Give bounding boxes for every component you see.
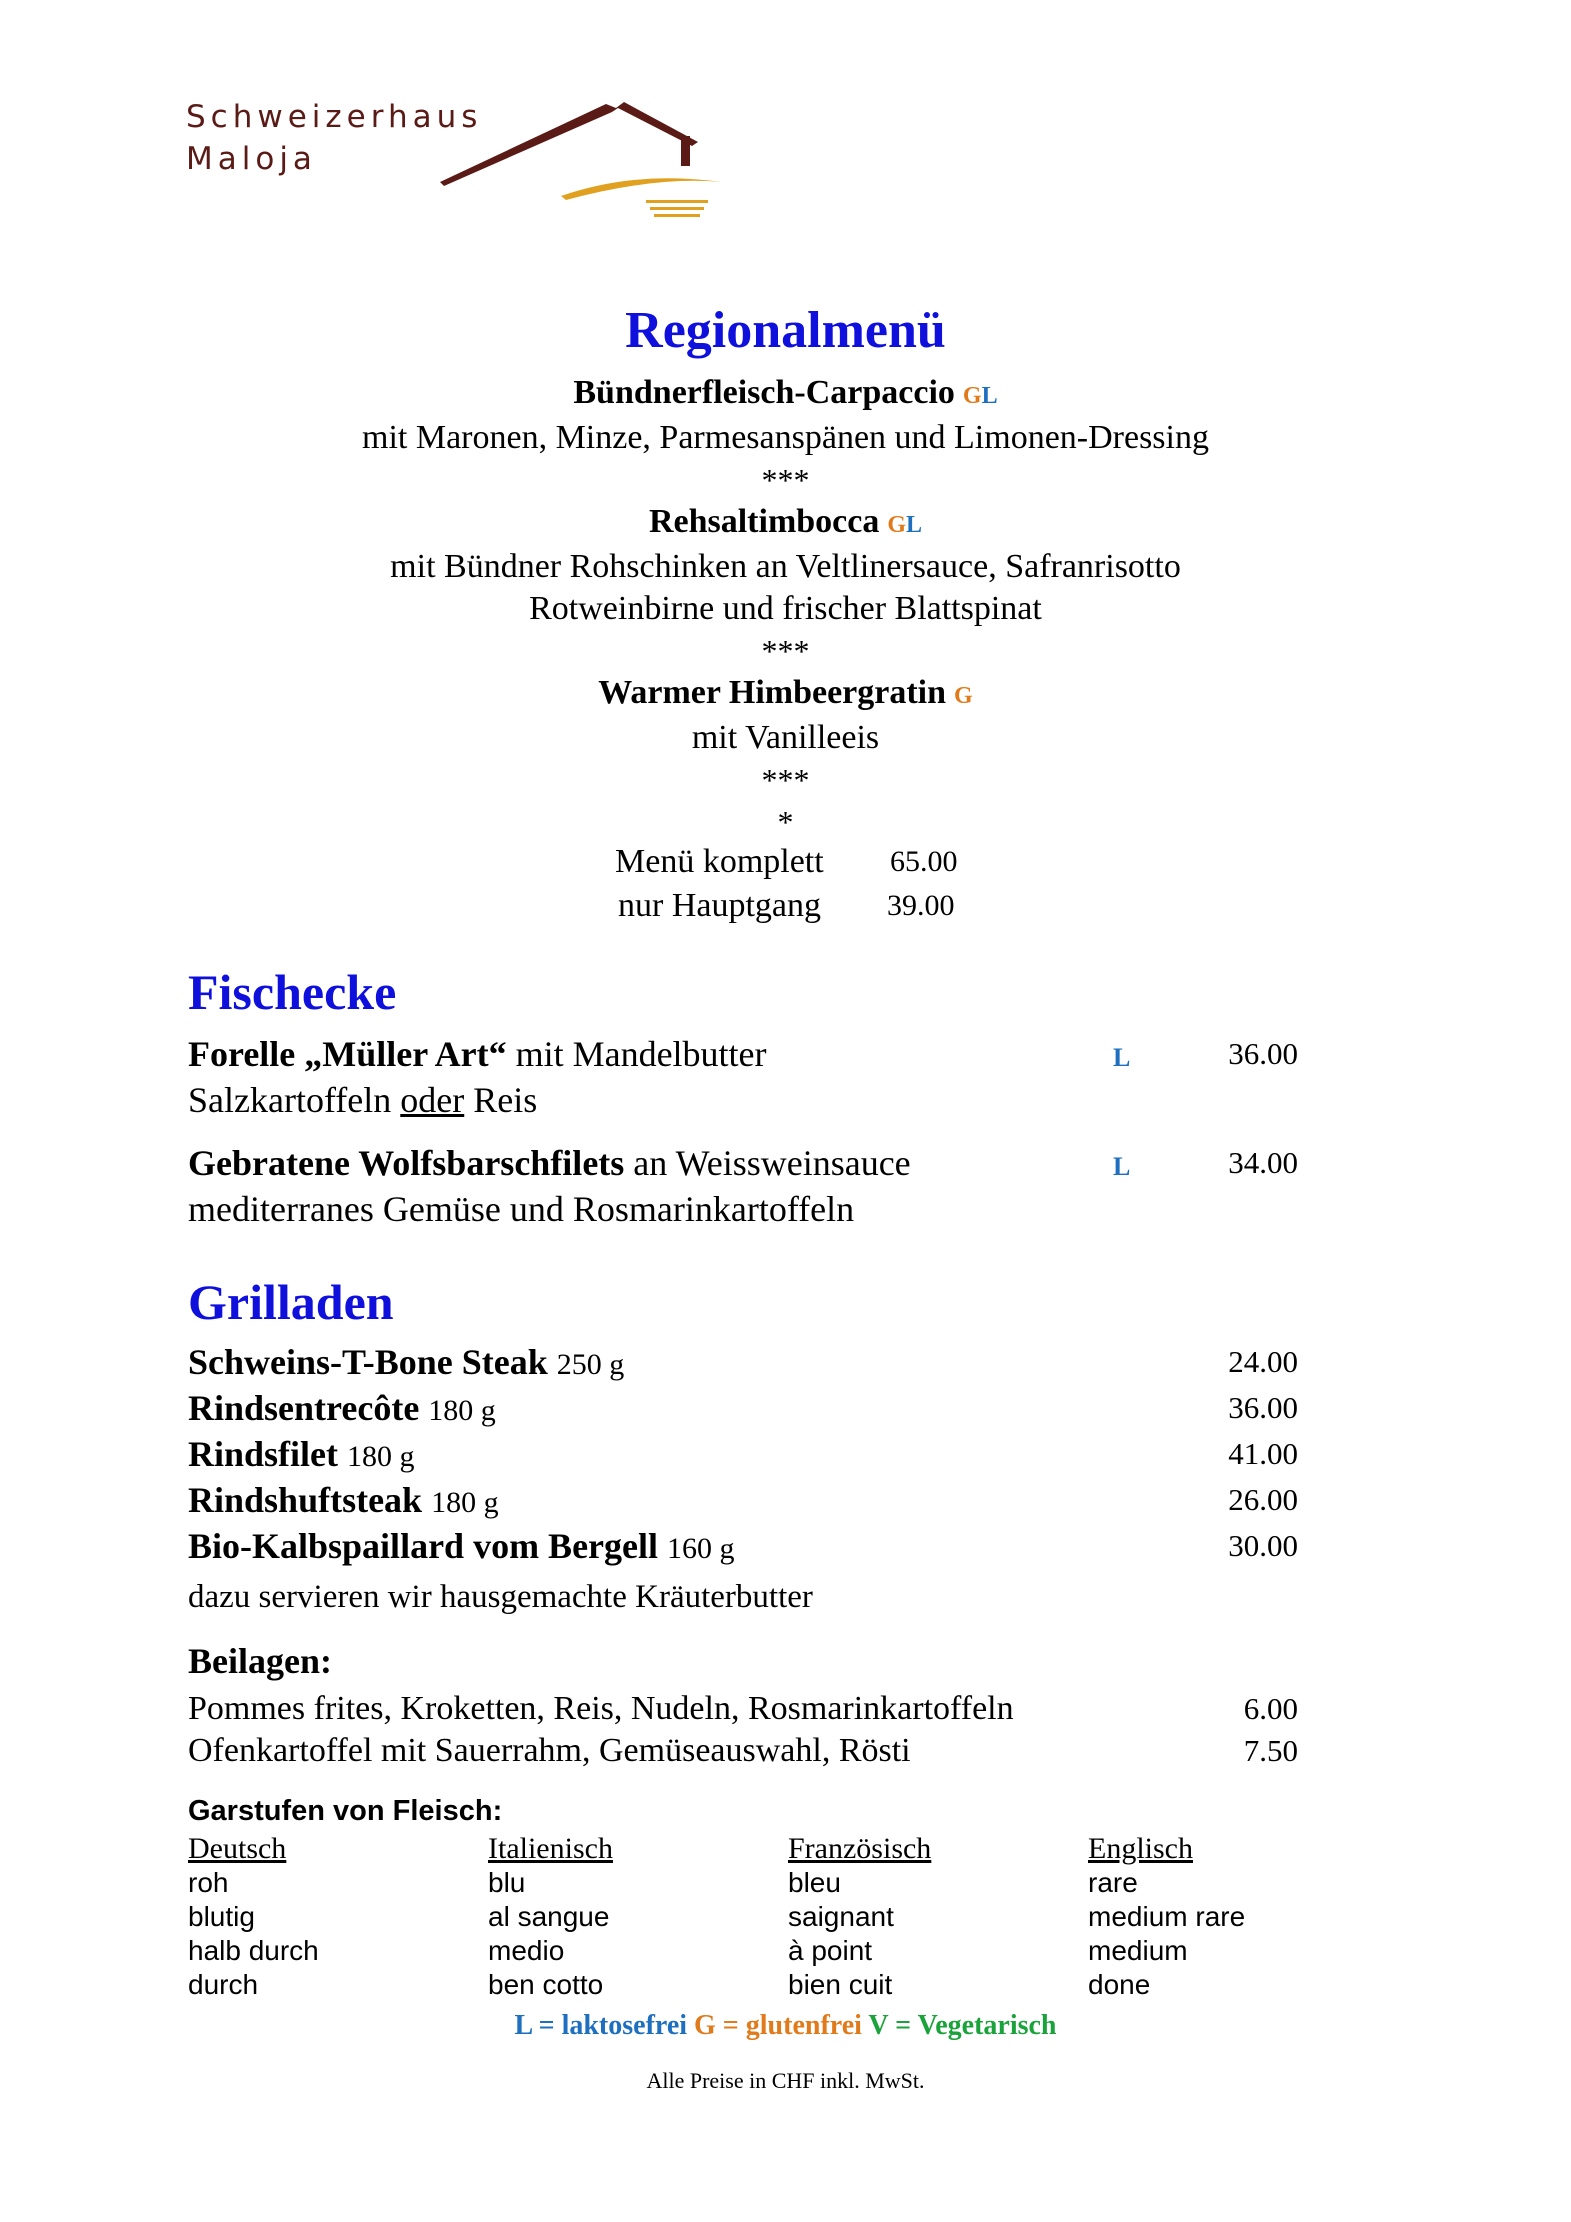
side-dish-row — [188, 1730, 1298, 1772]
dish-price: 24.00 — [1228, 1344, 1298, 1379]
garstufen-column-deutsch — [188, 1832, 319, 2002]
cell: medium — [1088, 1935, 1188, 1966]
cell: blu — [488, 1867, 526, 1898]
garstufen-column-englisch — [1088, 1832, 1245, 2002]
grill-item — [188, 1431, 1298, 1480]
garstufen-title: Garstufen von Fleisch: — [188, 1795, 503, 1827]
grill-item — [188, 1339, 1298, 1388]
logo — [186, 96, 766, 236]
course-3 — [0, 672, 1571, 717]
dish-weight: 250 g — [556, 1348, 625, 1381]
dish-weight: 180 g — [431, 1486, 499, 1519]
regional-menu-title: Regionalmenü — [625, 302, 946, 359]
separator: *** — [761, 462, 810, 498]
separator: *** — [761, 633, 810, 669]
column-header: Französisch — [788, 1832, 932, 1865]
course-3-name: Warmer Himbeergratin — [598, 674, 947, 711]
price-label: Menü komplett — [615, 843, 824, 880]
cell: durch — [188, 1969, 259, 2000]
lactose-free-tag: L — [1113, 1152, 1131, 1181]
cell: blutig — [188, 1901, 255, 1932]
logo-line-1: Schweizerhaus — [186, 99, 483, 135]
side-dish-text: Ofenkartoffel mit Sauerrahm, Gemüseauswahl, Rösti — [188, 1732, 911, 1769]
grill-item — [188, 1477, 1298, 1526]
grill-item — [188, 1385, 1298, 1434]
dish-description: an Weissweinsauce — [624, 1143, 911, 1183]
cell: ben cotto — [488, 1969, 604, 2000]
fish-item — [188, 1140, 1298, 1232]
cell: medium rare — [1088, 1901, 1246, 1932]
cell: al sangue — [488, 1901, 610, 1932]
dish-name: Forelle „Müller Art“ — [188, 1034, 507, 1074]
regional-menu-courses — [0, 372, 1571, 843]
column-header: Italienisch — [488, 1832, 613, 1865]
dish-price: 36.00 — [1228, 1036, 1298, 1071]
dish-price: 34.00 — [1228, 1145, 1298, 1180]
logo-line-2: Maloja — [186, 141, 317, 177]
allergen-legend — [0, 2010, 1571, 2042]
separator: *** — [761, 762, 810, 798]
cell: saignant — [788, 1901, 894, 1932]
cell: roh — [188, 1867, 229, 1898]
dish-price: 41.00 — [1228, 1436, 1298, 1471]
price-label: nur Hauptgang — [618, 887, 822, 924]
dish-price: 36.00 — [1228, 1390, 1298, 1425]
gluten-free-tag: G — [887, 512, 907, 538]
dish-name: Rindsentrecôte — [188, 1388, 420, 1428]
grill-item — [188, 1523, 1298, 1572]
side-dish-row — [188, 1688, 1298, 1730]
gluten-free-tag: G — [954, 683, 973, 709]
price-value: 65.00 — [890, 845, 958, 878]
dish-side-text: Salzkartoffeln — [188, 1080, 401, 1120]
dish-side-underlined: oder — [400, 1080, 465, 1120]
cell: medio — [488, 1935, 565, 1966]
course-2-description-2: Rotweinbirne und frischer Blattspinat — [529, 590, 1042, 627]
legend-vegetarian: V = Vegetarisch — [868, 2010, 1057, 2041]
lactose-free-tag: L — [1113, 1043, 1131, 1072]
course-2-name: Rehsaltimbocca — [648, 503, 880, 540]
fish-item — [188, 1031, 1298, 1123]
dish-weight: 160 g — [667, 1532, 735, 1565]
cell: à point — [788, 1935, 873, 1966]
price-footnote: Alle Preise in CHF inkl. MwSt. — [646, 2068, 925, 2093]
gluten-free-tag: G — [962, 383, 982, 409]
dish-name: Schweins-T-Bone Steak — [188, 1342, 548, 1382]
dish-name: Gebratene Wolfsbarschfilets — [188, 1143, 625, 1183]
course-2 — [0, 501, 1571, 546]
dish-weight: 180 g — [428, 1394, 496, 1427]
dish-side-text: mediterranes Gemüse und Rosmarinkartoffeln — [188, 1189, 855, 1229]
course-2-description-1: mit Bündner Rohschinken an Veltlinersauce, Safranrisotto — [390, 548, 1181, 585]
dish-name: Rindsfilet — [188, 1434, 339, 1474]
cell: halb durch — [188, 1935, 319, 1966]
cell: rare — [1088, 1867, 1138, 1898]
lactose-free-tag: L — [981, 383, 998, 409]
dish-weight: 180 g — [347, 1440, 415, 1473]
roof-logo-icon — [436, 96, 766, 236]
course-3-description: mit Vanilleeis — [691, 719, 880, 756]
cell: done — [1088, 1969, 1151, 2000]
legend-lactose-free: L = laktosefrei — [514, 2010, 688, 2041]
lactose-free-tag: L — [906, 512, 923, 538]
garstufen-column-italienisch — [488, 1832, 613, 2002]
course-1-description: mit Maronen, Minze, Parmesanspänen und Limonen-Dressing — [362, 419, 1209, 456]
garstufen-column-franzoesisch — [788, 1832, 931, 2002]
side-dish-price: 6.00 — [1243, 1691, 1298, 1726]
side-dish-text: Pommes frites, Kroketten, Reis, Nudeln, Rosmarinkartoffeln — [188, 1690, 1014, 1727]
column-header: Englisch — [1088, 1832, 1193, 1865]
cell: bien cuit — [788, 1969, 893, 2000]
dish-price: 26.00 — [1228, 1482, 1298, 1517]
beilagen-title: Beilagen: — [188, 1641, 332, 1681]
section-title-grilladen: Grilladen — [188, 1274, 394, 1330]
dish-side-text: Reis — [464, 1080, 538, 1120]
price-value: 39.00 — [887, 889, 955, 922]
column-header: Deutsch — [188, 1832, 287, 1865]
course-1-name: Bündnerfleisch-Carpaccio — [573, 374, 955, 411]
single-star: * — [777, 804, 794, 840]
dish-name: Rindshuftsteak — [188, 1480, 423, 1520]
legend-gluten-free: G = glutenfrei — [694, 2010, 862, 2041]
course-1 — [0, 372, 1571, 417]
section-title-fischecke: Fischecke — [188, 964, 397, 1020]
herb-butter-note: dazu servieren wir hausgemachte Kräuterbutter — [188, 1579, 813, 1615]
dish-name: Bio-Kalbspaillard vom Bergell — [188, 1526, 659, 1566]
dish-description: mit Mandelbutter — [506, 1034, 767, 1074]
cell: bleu — [788, 1867, 841, 1898]
dish-price: 30.00 — [1228, 1528, 1298, 1563]
side-dish-price: 7.50 — [1243, 1733, 1298, 1768]
